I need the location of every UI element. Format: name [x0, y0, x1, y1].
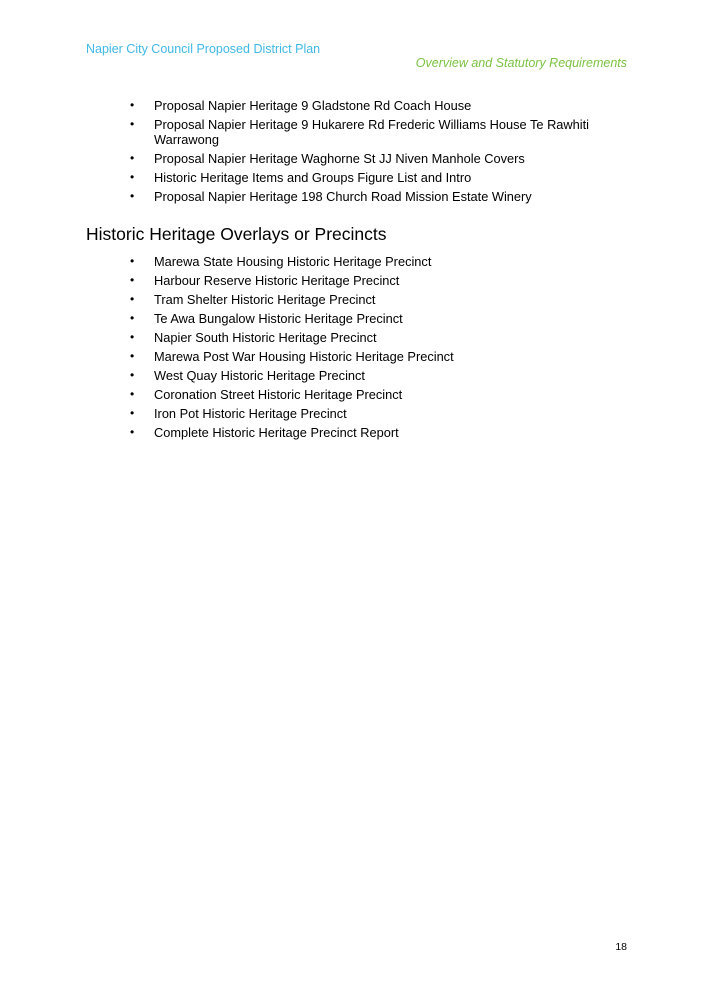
list-item-label: Marewa State Housing Historic Heritage Precinct	[154, 254, 432, 269]
list-item-label: Proposal Napier Heritage 9 Gladstone Rd Coach House	[154, 98, 472, 113]
list-item-label: Coronation Street Historic Heritage Precinct	[154, 387, 403, 402]
list-item[interactable]	[0, 117, 614, 147]
list-item-label: Proposal Napier Heritage 9 Hukarere Rd Frederic Williams House Te Rawhiti Warrawong	[154, 117, 590, 147]
bullet-icon: •	[130, 292, 135, 306]
section-heading: Historic Heritage Overlays or Precincts	[86, 224, 387, 244]
list-item-label: West Quay Historic Heritage Precinct	[154, 368, 365, 383]
list-item-label: Historic Heritage Items and Groups Figure List and Intro	[154, 170, 472, 185]
list-item[interactable]	[0, 170, 614, 185]
heritage-proposal-list	[0, 98, 614, 208]
list-item-label: Napier South Historic Heritage Precinct	[154, 330, 377, 345]
bullet-icon: •	[130, 254, 135, 268]
list-item-label: Marewa Post War Housing Historic Heritage Precinct	[154, 349, 454, 364]
list-item[interactable]	[0, 98, 614, 113]
list-item[interactable]	[0, 425, 614, 440]
list-item-label: Proposal Napier Heritage 198 Church Road Mission Estate Winery	[154, 189, 532, 204]
list-item-label: Proposal Napier Heritage Waghorne St JJ Niven Manhole Covers	[154, 151, 525, 166]
bullet-icon: •	[130, 330, 135, 344]
list-item[interactable]	[0, 273, 614, 288]
list-item[interactable]	[0, 330, 614, 345]
bullet-icon: •	[130, 117, 135, 131]
bullet-icon: •	[130, 387, 135, 401]
list-item[interactable]	[0, 292, 614, 307]
list-item[interactable]	[0, 189, 614, 204]
bullet-icon: •	[130, 349, 135, 363]
bullet-icon: •	[130, 151, 135, 165]
list-item[interactable]	[0, 349, 614, 364]
heritage-precinct-list	[0, 254, 614, 444]
bullet-icon: •	[130, 273, 135, 287]
list-item-label: Tram Shelter Historic Heritage Precinct	[154, 292, 376, 307]
bullet-icon: •	[130, 189, 135, 203]
page-number: 18	[615, 941, 627, 953]
list-item[interactable]	[0, 311, 614, 326]
section-header-title: Overview and Statutory Requirements	[415, 56, 627, 70]
list-item-label: Iron Pot Historic Heritage Precinct	[154, 406, 347, 421]
list-item-label: Te Awa Bungalow Historic Heritage Precinct	[154, 311, 403, 326]
bullet-icon: •	[130, 170, 135, 184]
list-item[interactable]	[0, 254, 614, 269]
bullet-icon: •	[130, 425, 135, 439]
list-item[interactable]	[0, 406, 614, 421]
bullet-icon: •	[130, 311, 135, 325]
document-header-title: Napier City Council Proposed District Plan	[86, 42, 321, 56]
list-item[interactable]	[0, 387, 614, 402]
list-item-label: Complete Historic Heritage Precinct Report	[154, 425, 399, 440]
bullet-icon: •	[130, 368, 135, 382]
bullet-icon: •	[130, 406, 135, 420]
list-item[interactable]	[0, 151, 614, 166]
list-item-label: Harbour Reserve Historic Heritage Precinct	[154, 273, 400, 288]
bullet-icon: •	[130, 98, 135, 112]
list-item[interactable]	[0, 368, 614, 383]
